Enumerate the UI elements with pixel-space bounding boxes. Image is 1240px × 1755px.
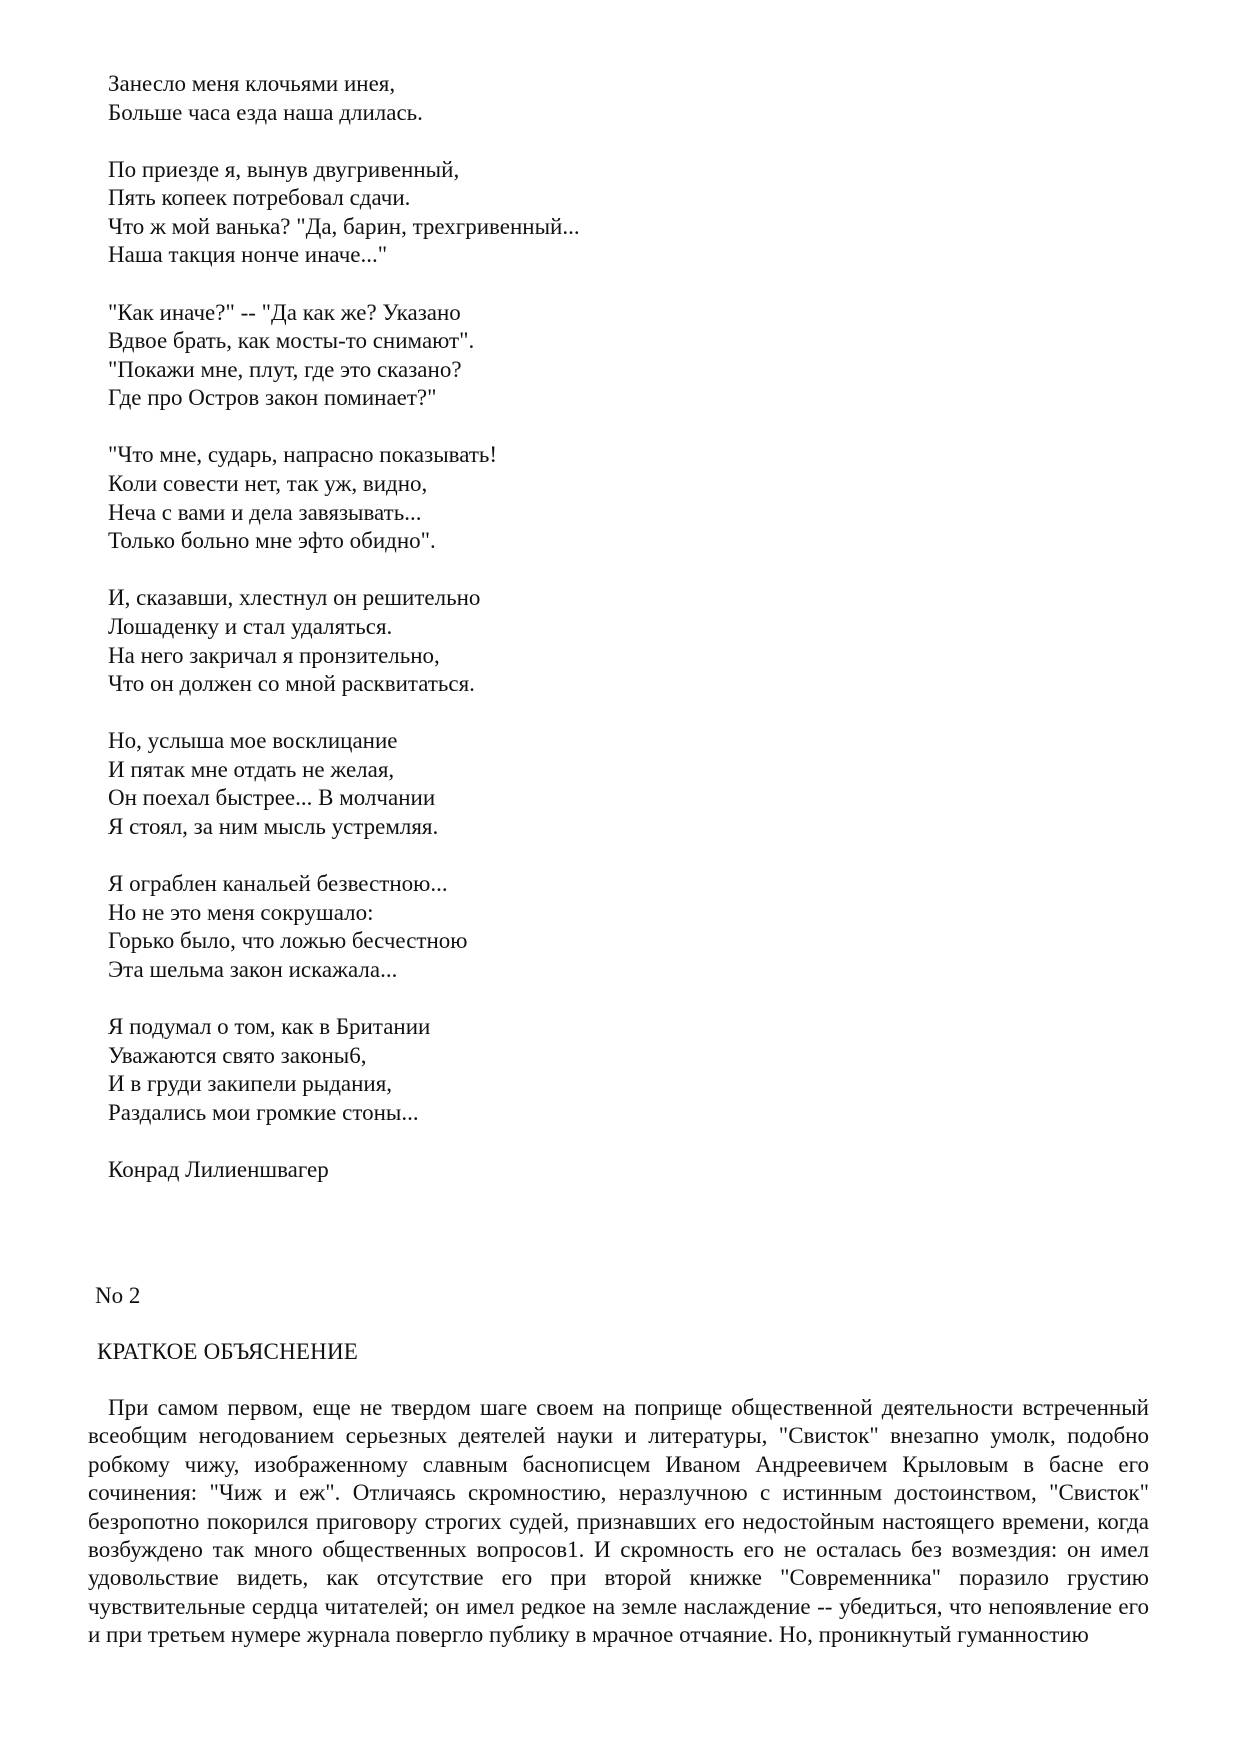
- poem-line: По приезде я, вынув двугривенный,: [108, 156, 460, 182]
- poem-line: Пять копеек потребовал сдачи.: [108, 185, 411, 211]
- poem-stanza: [108, 727, 808, 841]
- poem-line: И пятак мне отдать не желая,: [108, 756, 395, 782]
- poem-line: Я ограблен канальей безвестною...: [108, 871, 448, 897]
- section-number: No 2: [95, 1283, 141, 1308]
- poem-stanza: [108, 1013, 808, 1127]
- poem-line: Неча с вами и дела завязывать...: [108, 499, 422, 525]
- poem-line: Занесло меня клочьями инея,: [108, 71, 396, 96]
- poem-line: Лошаденку и стал удаляться.: [108, 613, 393, 639]
- poem-stanza: [108, 156, 808, 270]
- poem-stanza: [108, 870, 808, 984]
- poem-line: Уважаются свято законы6,: [108, 1042, 367, 1068]
- poem-line: "Что мне, сударь, напрасно показывать!: [108, 442, 498, 468]
- poem-line: Вдвое брать, как мосты-то снимают".: [108, 328, 475, 354]
- poem-stanza: [108, 584, 808, 698]
- poem-line: Коли совести нет, так уж, видно,: [108, 471, 428, 497]
- poem-signature: Конрад Лилиеншвагер: [108, 1156, 329, 1182]
- poem-line: Где про Остров закон поминает?": [108, 385, 437, 411]
- body-paragraph: При самом первом, еще не твердом шаге своем на поприще общественной деятельности встреченный всеобщим негодованием серьезных деятелей науки и литературы, "Свисток" внезапно умолк, подобно робкому чижу, изображенному славным баснописцем Иваном Андреевичем Крыловым в басне его сочинения: "Чиж и еж". Отличаясь скромностию, неразлучною с истинным достоинством, "Свисток" безропотно покорился приговору строгих судей, признавших его недостойным настоящего времени, когда возбуждено так много общественных вопросов1. И скромность его не осталась без возмездия: он имел удовольствие видеть, как отсутствие его при второй книжке "Современника" поразило грустию чувствительные сердца читателей; он имел редкое на земле наслаждение -- убедиться, что непоявление его и при третьем нумере журнала повергло публику в мрачное отчаяние. Но, проникнутый гуманностию: [88, 1395, 1149, 1648]
- poem-line: Я подумал о том, как в Британии: [108, 1013, 431, 1039]
- poem-line: Но, услыша мое восклицание: [108, 728, 398, 754]
- poem-stanza: [108, 299, 808, 413]
- poem-stanza: [108, 441, 808, 555]
- poem-line: Раздались мои громкие стоны...: [108, 1099, 419, 1125]
- poem-line: И, сказавши, хлестнул он решительно: [108, 585, 481, 611]
- poem-line: "Как иначе?" -- "Да как же? Указано: [108, 299, 461, 325]
- poem-stanza: [108, 70, 808, 127]
- poem-line: Я стоял, за ним мысль устремляя.: [108, 813, 439, 839]
- poem-line: Он поехал быстрее... В молчании: [108, 785, 436, 811]
- poem-line: Но не это меня сокрушало:: [108, 899, 374, 925]
- poem-line: Что он должен со мной расквитаться.: [108, 671, 475, 697]
- poem-line: На него закричал я пронзительно,: [108, 642, 440, 668]
- poem-line: И в груди закипели рыдания,: [108, 1071, 393, 1097]
- poem-line: Горько было, что ложью бесчестною: [108, 928, 468, 954]
- poem-line: Эта шельма закон искажала...: [108, 956, 398, 982]
- poem-line: Больше часа езда наша длилась.: [108, 99, 423, 125]
- section-title: КРАТКОЕ ОБЪЯСНЕНИЕ: [97, 1339, 359, 1364]
- poem-line: Наша такция нонче иначе...": [108, 242, 388, 268]
- poem-line: Только больно мне эфто обидно".: [108, 528, 436, 554]
- poem: [108, 70, 808, 1184]
- poem-line: Что ж мой ванька? "Да, барин, трехгривенный...: [108, 213, 580, 239]
- poem-line: "Покажи мне, плут, где это сказано?: [108, 356, 462, 382]
